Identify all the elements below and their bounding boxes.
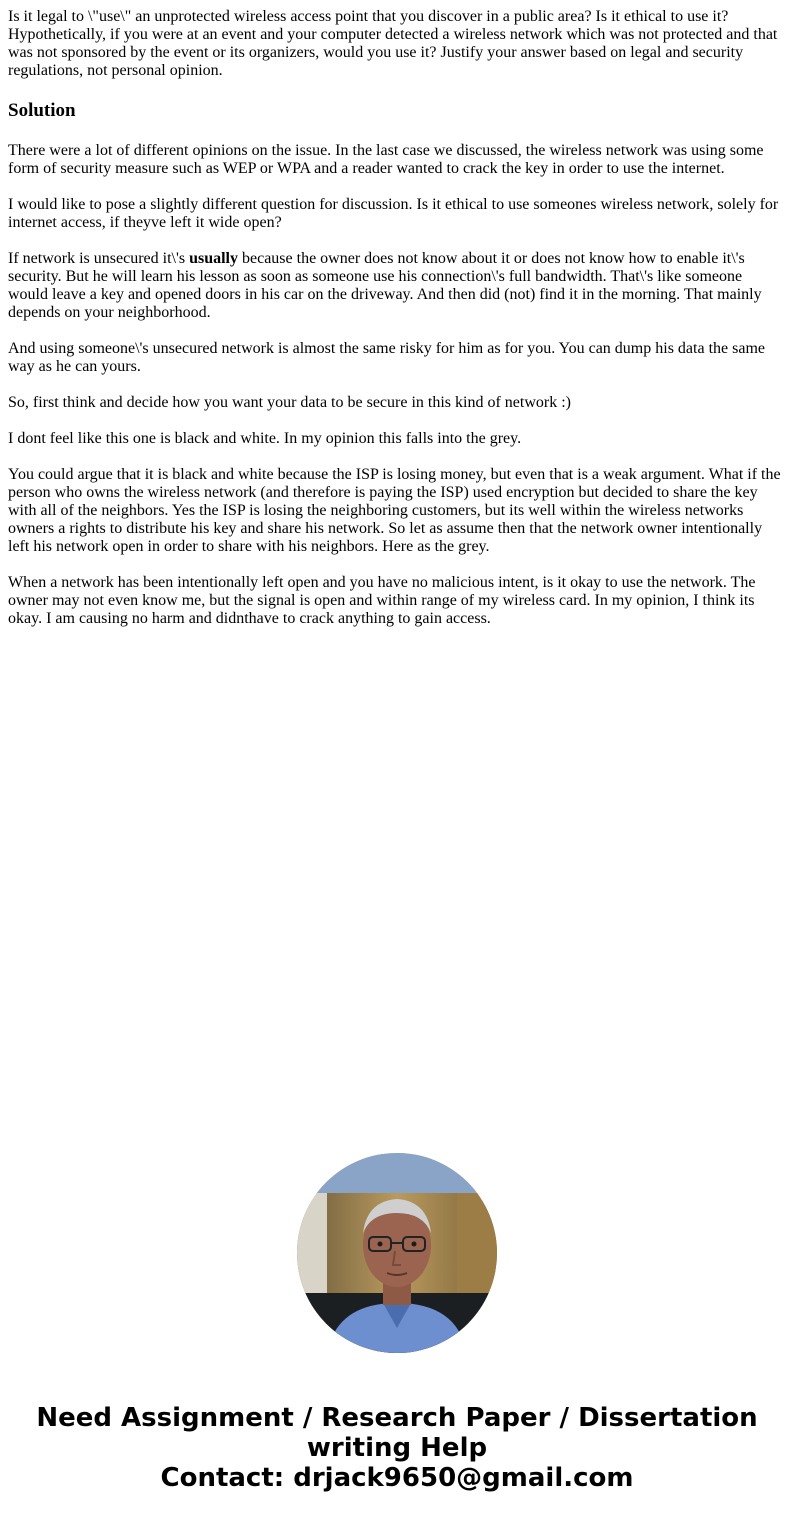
answer-paragraph-1: There were a lot of different opinions on the issue. In the last case we discussed, the wireless network was using some form of security measure such as WEP or WPA and a reader wanted to crack the key in order to use the internet. bbox=[8, 142, 764, 177]
article-content bbox=[8, 8, 786, 646]
author-photo-icon bbox=[297, 1153, 497, 1353]
answer-paragraph-2: I would like to pose a slightly different question for discussion. Is it ethical to use someones wireless network, solely for internet access, if theyve left it wide open? bbox=[8, 196, 779, 231]
solution-heading: Solution bbox=[8, 100, 76, 121]
answer-paragraph-4: And using someone\'s unsecured network is almost the same risky for him as for you. You can dump his data the same way as he can yours. bbox=[8, 340, 765, 375]
banner-line-1: Need Assignment / Research Paper / Dissertation bbox=[36, 1403, 758, 1433]
answer-paragraph-8: When a network has been intentionally left open and you have no malicious intent, is it okay to use the network. The owner may not even know me, but the signal is open and within range of my wireless card. In my opinion, I think its okay. I am causing no harm and didnthave to crack anything to gain access. bbox=[8, 574, 756, 627]
answer-paragraph-3 bbox=[8, 250, 786, 322]
answer-paragraph-3-end: because the owner does not know about it or does not know how to enable it\'s security. But he will learn his lesson as soon as someone use his connection\'s full bandwidth. That\'s like someone would leave a key and opened doors in his car on the driveway. And then did (not) find it in the morning. That mainly depends on your neighborhood. bbox=[8, 250, 762, 321]
answer-paragraph-3-start: If network is unsecured it\'s bbox=[8, 250, 190, 267]
answer-paragraph-6: I dont feel like this one is black and white. In my opinion this falls into the grey. bbox=[8, 430, 522, 447]
contact-email: Contact: drjack9650@gmail.com bbox=[160, 1463, 634, 1493]
banner-line-2: writing Help bbox=[306, 1433, 488, 1463]
answer-paragraph-5: So, first think and decide how you want your data to be secure in this kind of network :) bbox=[8, 394, 571, 411]
author-avatar bbox=[297, 1153, 497, 1353]
contact-banner bbox=[0, 1403, 794, 1493]
question-text: Is it legal to \"use\" an unprotected wireless access point that you discover in a public area? Is it ethical to use it? Hypothetically, if you were at an event and your computer detected a wireless network which was not protected and that was not sponsored by the event or its organizers, would you use it? Justify your answer based on legal and security regulations, not personal opinion. bbox=[8, 8, 778, 79]
emphasis-usually: usually bbox=[189, 250, 238, 267]
answer-paragraph-7: You could argue that it is black and white because the ISP is losing money, but even that is a weak argument. What if the person who owns the wireless network (and therefore is paying the ISP) used encryption but decided to share the key with all of the neighbors. Yes the ISP is losing the neighboring customers, but its well within the wireless networks owners a rights to distribute his key and share his network. So let as assume then that the network owner intentionally left his network open in order to share with his neighbors. Here as the grey. bbox=[8, 466, 781, 555]
